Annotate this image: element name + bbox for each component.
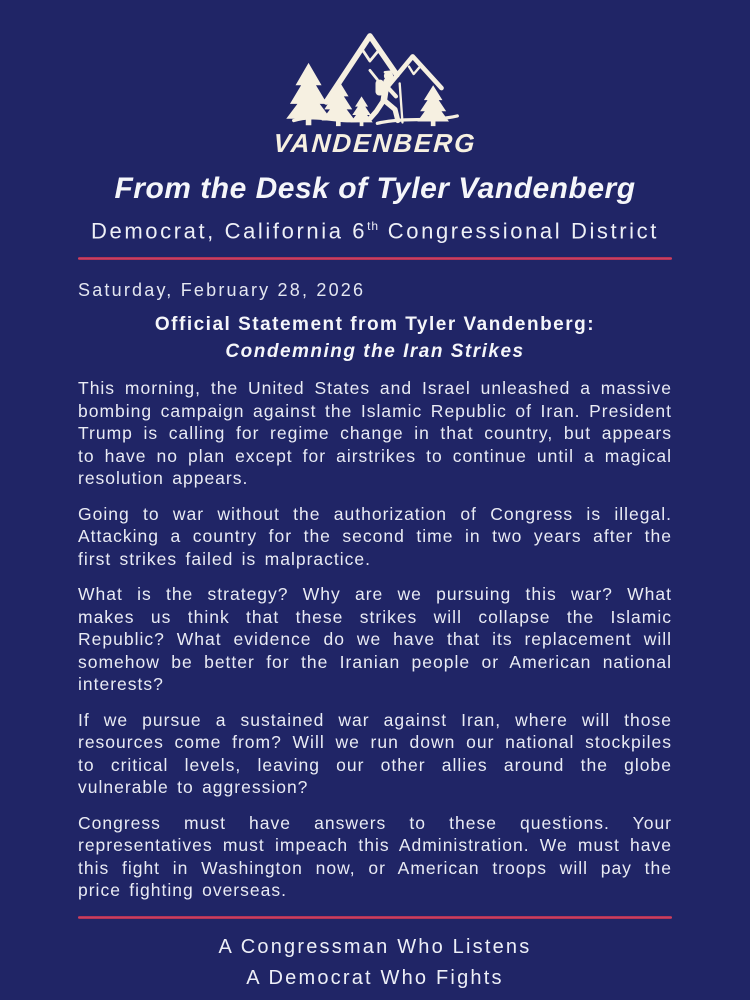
logo-wordmark: VANDENBERG: [272, 128, 478, 158]
date-line: Saturday, February 28, 2026: [78, 280, 366, 301]
logo-graphic: [273, 22, 478, 128]
paragraph-1: This morning, the United States and Israel unleashed a massive bombing campaign against the Islamic Republic of Iran. President Trump is calling for regime change in that country, but appears to have no plan except for airstrikes to continue until a magical resolution appears.: [78, 378, 672, 489]
paragraph-4: If we pursue a sustained war against Iran, where will those resources come from? Will we run down our national stockpiles to critical levels, leaving our other allies around the globe vulnerable to aggression?: [78, 709, 672, 798]
footer-slogan: [0, 932, 750, 994]
subtitle-superscript: th: [367, 219, 380, 233]
subtitle-suffix: Congressional District: [379, 218, 659, 244]
paragraph-3: What is the strategy? Why are we pursuing this war? What makes us think that these strikes will collapse the Islamic Republic? What evidence do we have that its replacement will somehow be better for the Iranian people or American national interests?: [78, 584, 672, 695]
hiker-icon: [369, 71, 402, 122]
statement-subtitle: Condemning the Iran Strikes: [225, 341, 525, 363]
paragraph-2: Going to war without the authorization of Congress is illegal. Attacking a country for the second time in two years after the first strikes failed is malpractice.: [78, 503, 672, 569]
statement-body: [0, 279, 750, 902]
vandenberg-logo: [0, 0, 750, 159]
divider-top: [78, 257, 672, 260]
slogan-line-1: A Congressman Who Listens: [218, 935, 532, 958]
page-subtitle: [0, 213, 750, 244]
divider-bottom: [78, 916, 672, 919]
paragraph-5: Congress must have answers to these questions. Your representatives must impeach this Administration. We must have this fight in Washington now, or American troops will pay the price fighting overseas.: [78, 812, 672, 901]
subtitle-prefix: Democrat, California 6: [91, 218, 368, 244]
statement-title: Official Statement from Tyler Vandenberg:: [154, 314, 596, 336]
page-title: From the Desk of Tyler Vandenberg: [114, 172, 636, 205]
slogan-line-2: A Democrat Who Fights: [246, 966, 504, 989]
